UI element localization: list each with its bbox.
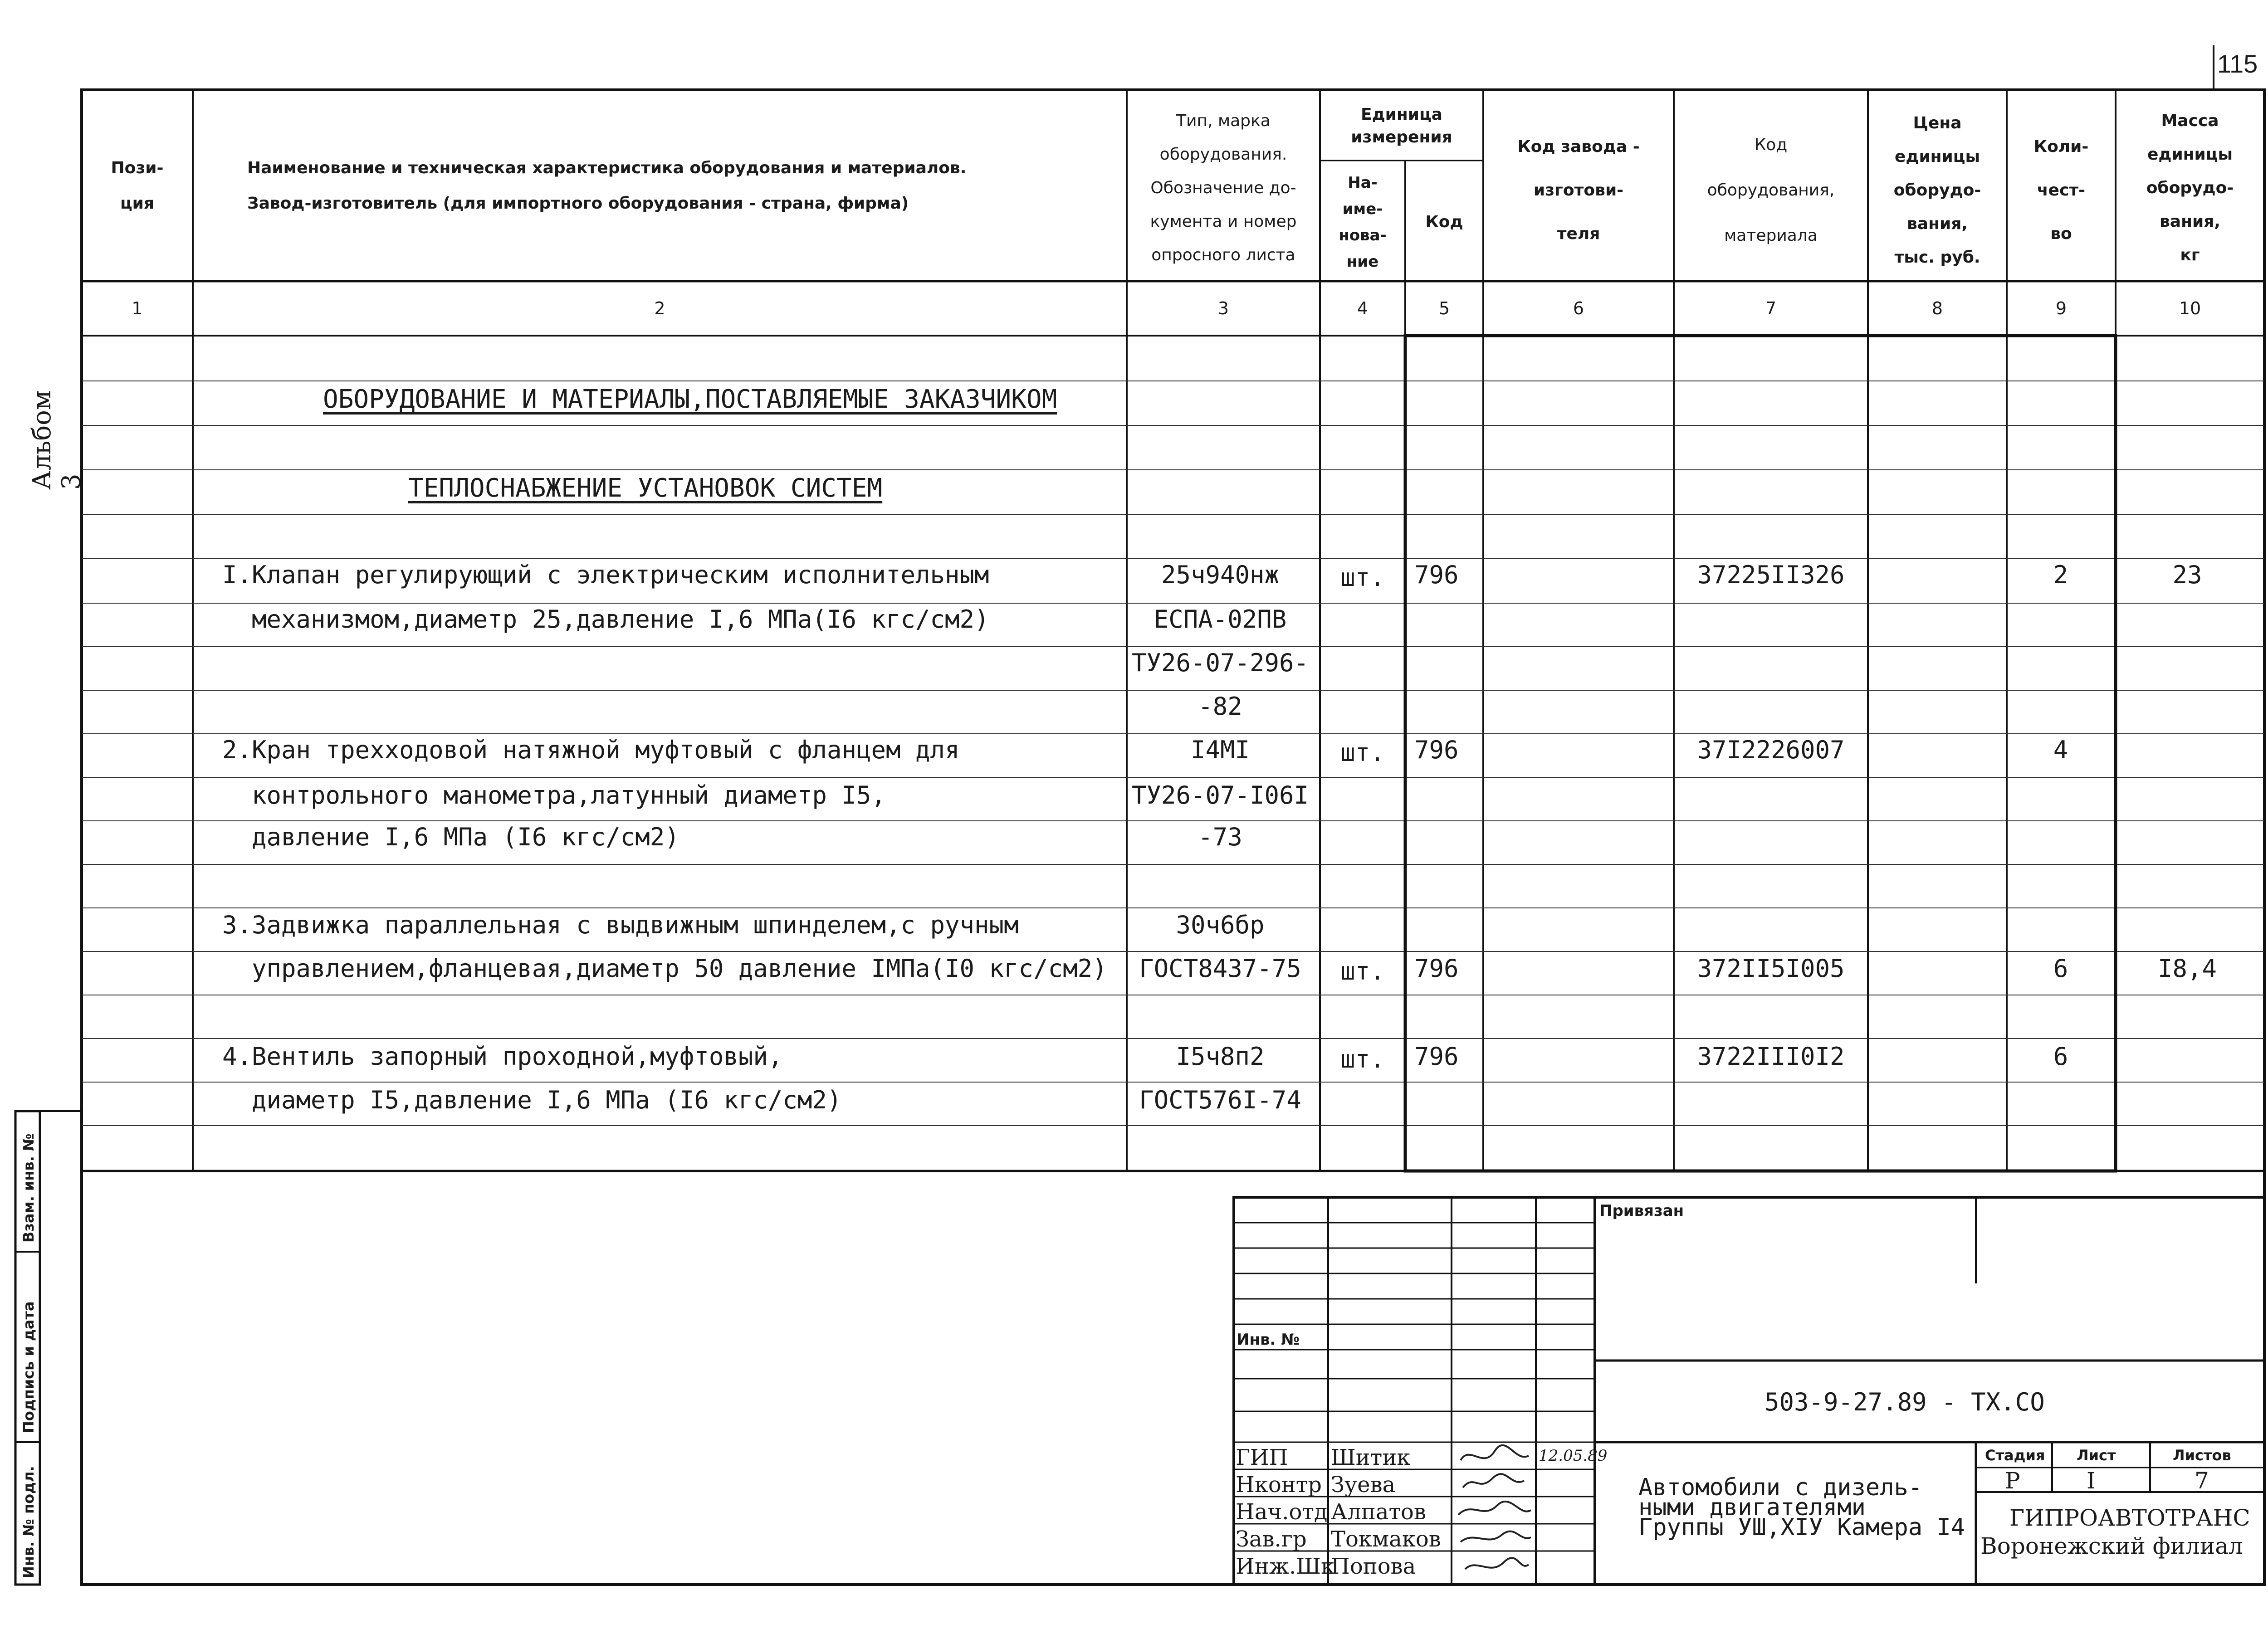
item-name: давление I,6 МПа (I6 кгс/см2): [252, 823, 679, 851]
item-type: ГОСТ576I-74: [1139, 1086, 1301, 1114]
stamp-doc-code: 503-9-27.89 - ТХ.СО: [1765, 1388, 2045, 1416]
stamp-person: Попова: [1331, 1554, 1416, 1579]
item-name: 3.Задвижка параллельная с выдвижным шпинделем,с ручным: [222, 911, 1019, 939]
item-type: I5ч8п2: [1176, 1042, 1265, 1071]
item-qty: 6: [2053, 954, 2068, 983]
header-unit: Единица измерения: [1351, 105, 1452, 146]
header-mass: Масса единицы оборудо- вания, кг: [2146, 112, 2234, 264]
item-name: механизмом,диаметр 25,давление I,6 МПа(I6 кгс/см2): [252, 605, 989, 634]
item-type: ТУ26-07-296-: [1131, 649, 1309, 677]
item-mass: I8,4: [2157, 954, 2217, 983]
item-type: 25ч940нж: [1161, 561, 1280, 589]
stamp-role: Нач.отд: [1236, 1499, 1328, 1525]
item-type: -82: [1198, 692, 1242, 721]
side-label-inv: Инв. № подл.: [20, 1466, 37, 1578]
item-unit: шт.: [1340, 563, 1385, 592]
stamp-privyazan: Привязан: [1599, 1202, 1684, 1220]
header-maker-code: Код завода - изготови- теля: [1517, 137, 1640, 243]
item-unit-code: 796: [1414, 954, 1459, 983]
item-unit-code: 796: [1414, 736, 1459, 764]
item-name: диаметр I5,давление I,6 МПа (I6 кгс/см2): [252, 1086, 842, 1114]
item-unit-code: 796: [1414, 561, 1459, 589]
item-type: 30ч6бр: [1176, 911, 1265, 939]
item-qty: 4: [2053, 736, 2068, 764]
item-qty: 2: [2053, 561, 2068, 589]
stamp-role: Зав.гр: [1236, 1527, 1307, 1552]
header-type: Тип, марка оборудования. Обозначение до- кумента и номер опросного листа: [1150, 112, 1297, 264]
stamp-stage: Р: [2005, 1468, 2020, 1494]
item-type: I4МI: [1190, 736, 1250, 764]
item-type: ЕСПА-02ПВ: [1154, 605, 1287, 634]
header-pos: Пози- ция: [111, 159, 164, 213]
header-name: Наименование и техническая характеристика оборудования и материалов. Завод-изготовитель (для импортного оборудования - страна, фирма): [247, 159, 967, 213]
item-type: -73: [1198, 823, 1242, 851]
col-number: 10: [2179, 298, 2201, 318]
stamp-sheet-label: Лист: [2077, 1447, 2116, 1464]
section-title: ТЕПЛОСНАБЖЕНИЕ УСТАНОВОК СИСТЕМ: [408, 473, 883, 503]
col-number: 9: [2055, 298, 2067, 318]
stamp-org: ГИПРОАВТОТРАНС: [2009, 1505, 2250, 1531]
header-price: Цена единицы оборудо- вания, тыс. руб.: [1893, 114, 1981, 267]
stamp-person: Алпатов: [1331, 1499, 1426, 1525]
stamp-sheets-label: Листов: [2173, 1447, 2231, 1464]
stamp-sheet: I: [2087, 1468, 2096, 1494]
item-type: ГОСТ8437-75: [1139, 954, 1301, 983]
col-number: 8: [1931, 298, 1943, 318]
item-name: контрольного манометра,латунный диаметр I5,: [252, 781, 886, 810]
stamp-role: Инж.Шк: [1236, 1554, 1335, 1579]
header-equip-code: Код оборудования, материала: [1707, 136, 1835, 245]
section-title: ОБОРУДОВАНИЕ И МАТЕРИАЛЫ,ПОСТАВЛЯЕМЫЕ ЗАКАЗЧИКОМ: [323, 385, 1057, 414]
item-type: ТУ26-07-I06I: [1131, 781, 1309, 810]
item-qty: 6: [2053, 1042, 2068, 1071]
item-name: I.Клапан регулирующий с электрическим исполнительным: [222, 561, 989, 589]
side-label-replace-inv: Взам. инв. №: [20, 1133, 37, 1243]
stamp-role: Нконтр: [1236, 1472, 1322, 1497]
stamp-title: Автомобили с дизель- ными двигателями Группы УШ,XIУ Камера I4: [1638, 1474, 1965, 1541]
header-unit-code: Код: [1425, 213, 1463, 231]
header-qty: Коли- чест- во: [2033, 137, 2089, 243]
col-number: 2: [654, 298, 665, 318]
stamp-sheets: 7: [2195, 1468, 2209, 1494]
item-unit: шт.: [1340, 738, 1385, 767]
stamp-org-branch: Воронежский филиал: [1980, 1533, 2243, 1559]
item-equip-code: 37225II326: [1697, 561, 1845, 589]
col-number: 3: [1217, 298, 1229, 318]
col-number: 5: [1438, 298, 1450, 318]
item-unit-code: 796: [1414, 1042, 1459, 1071]
col-number: 1: [132, 298, 143, 318]
item-name: 2.Кран трехходовой натяжной муфтовый с фланцем для: [222, 736, 960, 764]
signature-marks: [1452, 1442, 1536, 1585]
stamp-stage-label: Стадия: [1985, 1447, 2045, 1464]
item-mass: 23: [2172, 561, 2202, 589]
item-unit: шт.: [1340, 1045, 1385, 1073]
side-label-sign-date: Подпись и дата: [20, 1301, 37, 1433]
col-number: 7: [1765, 298, 1777, 318]
header-unit-name: На- име- нова- ние: [1339, 174, 1387, 271]
item-name: управлением,фланцевая,диаметр 50 давление IМПа(I0 кгс/см2): [252, 954, 1107, 983]
stamp-person: Шитик: [1331, 1445, 1411, 1470]
stamp-role: ГИП: [1236, 1445, 1288, 1470]
stamp-inv-no: Инв. №: [1237, 1331, 1300, 1349]
col-number: 6: [1573, 298, 1584, 318]
page-number: 115: [2217, 49, 2258, 78]
item-equip-code: 3722III0I2: [1697, 1042, 1845, 1071]
stamp-date: 12.05.89: [1539, 1447, 1608, 1465]
stamp-person: Зуева: [1331, 1472, 1396, 1497]
item-equip-code: 372II5I005: [1697, 954, 1845, 983]
album-label: Альбом 3: [27, 390, 86, 490]
item-equip-code: 37I2226007: [1697, 736, 1845, 764]
item-unit: шт.: [1340, 957, 1385, 985]
col-number: 4: [1357, 298, 1369, 318]
item-name: 4.Вентиль запорный проходной,муфтовый,: [222, 1042, 783, 1071]
stamp-person: Токмаков: [1331, 1527, 1441, 1552]
